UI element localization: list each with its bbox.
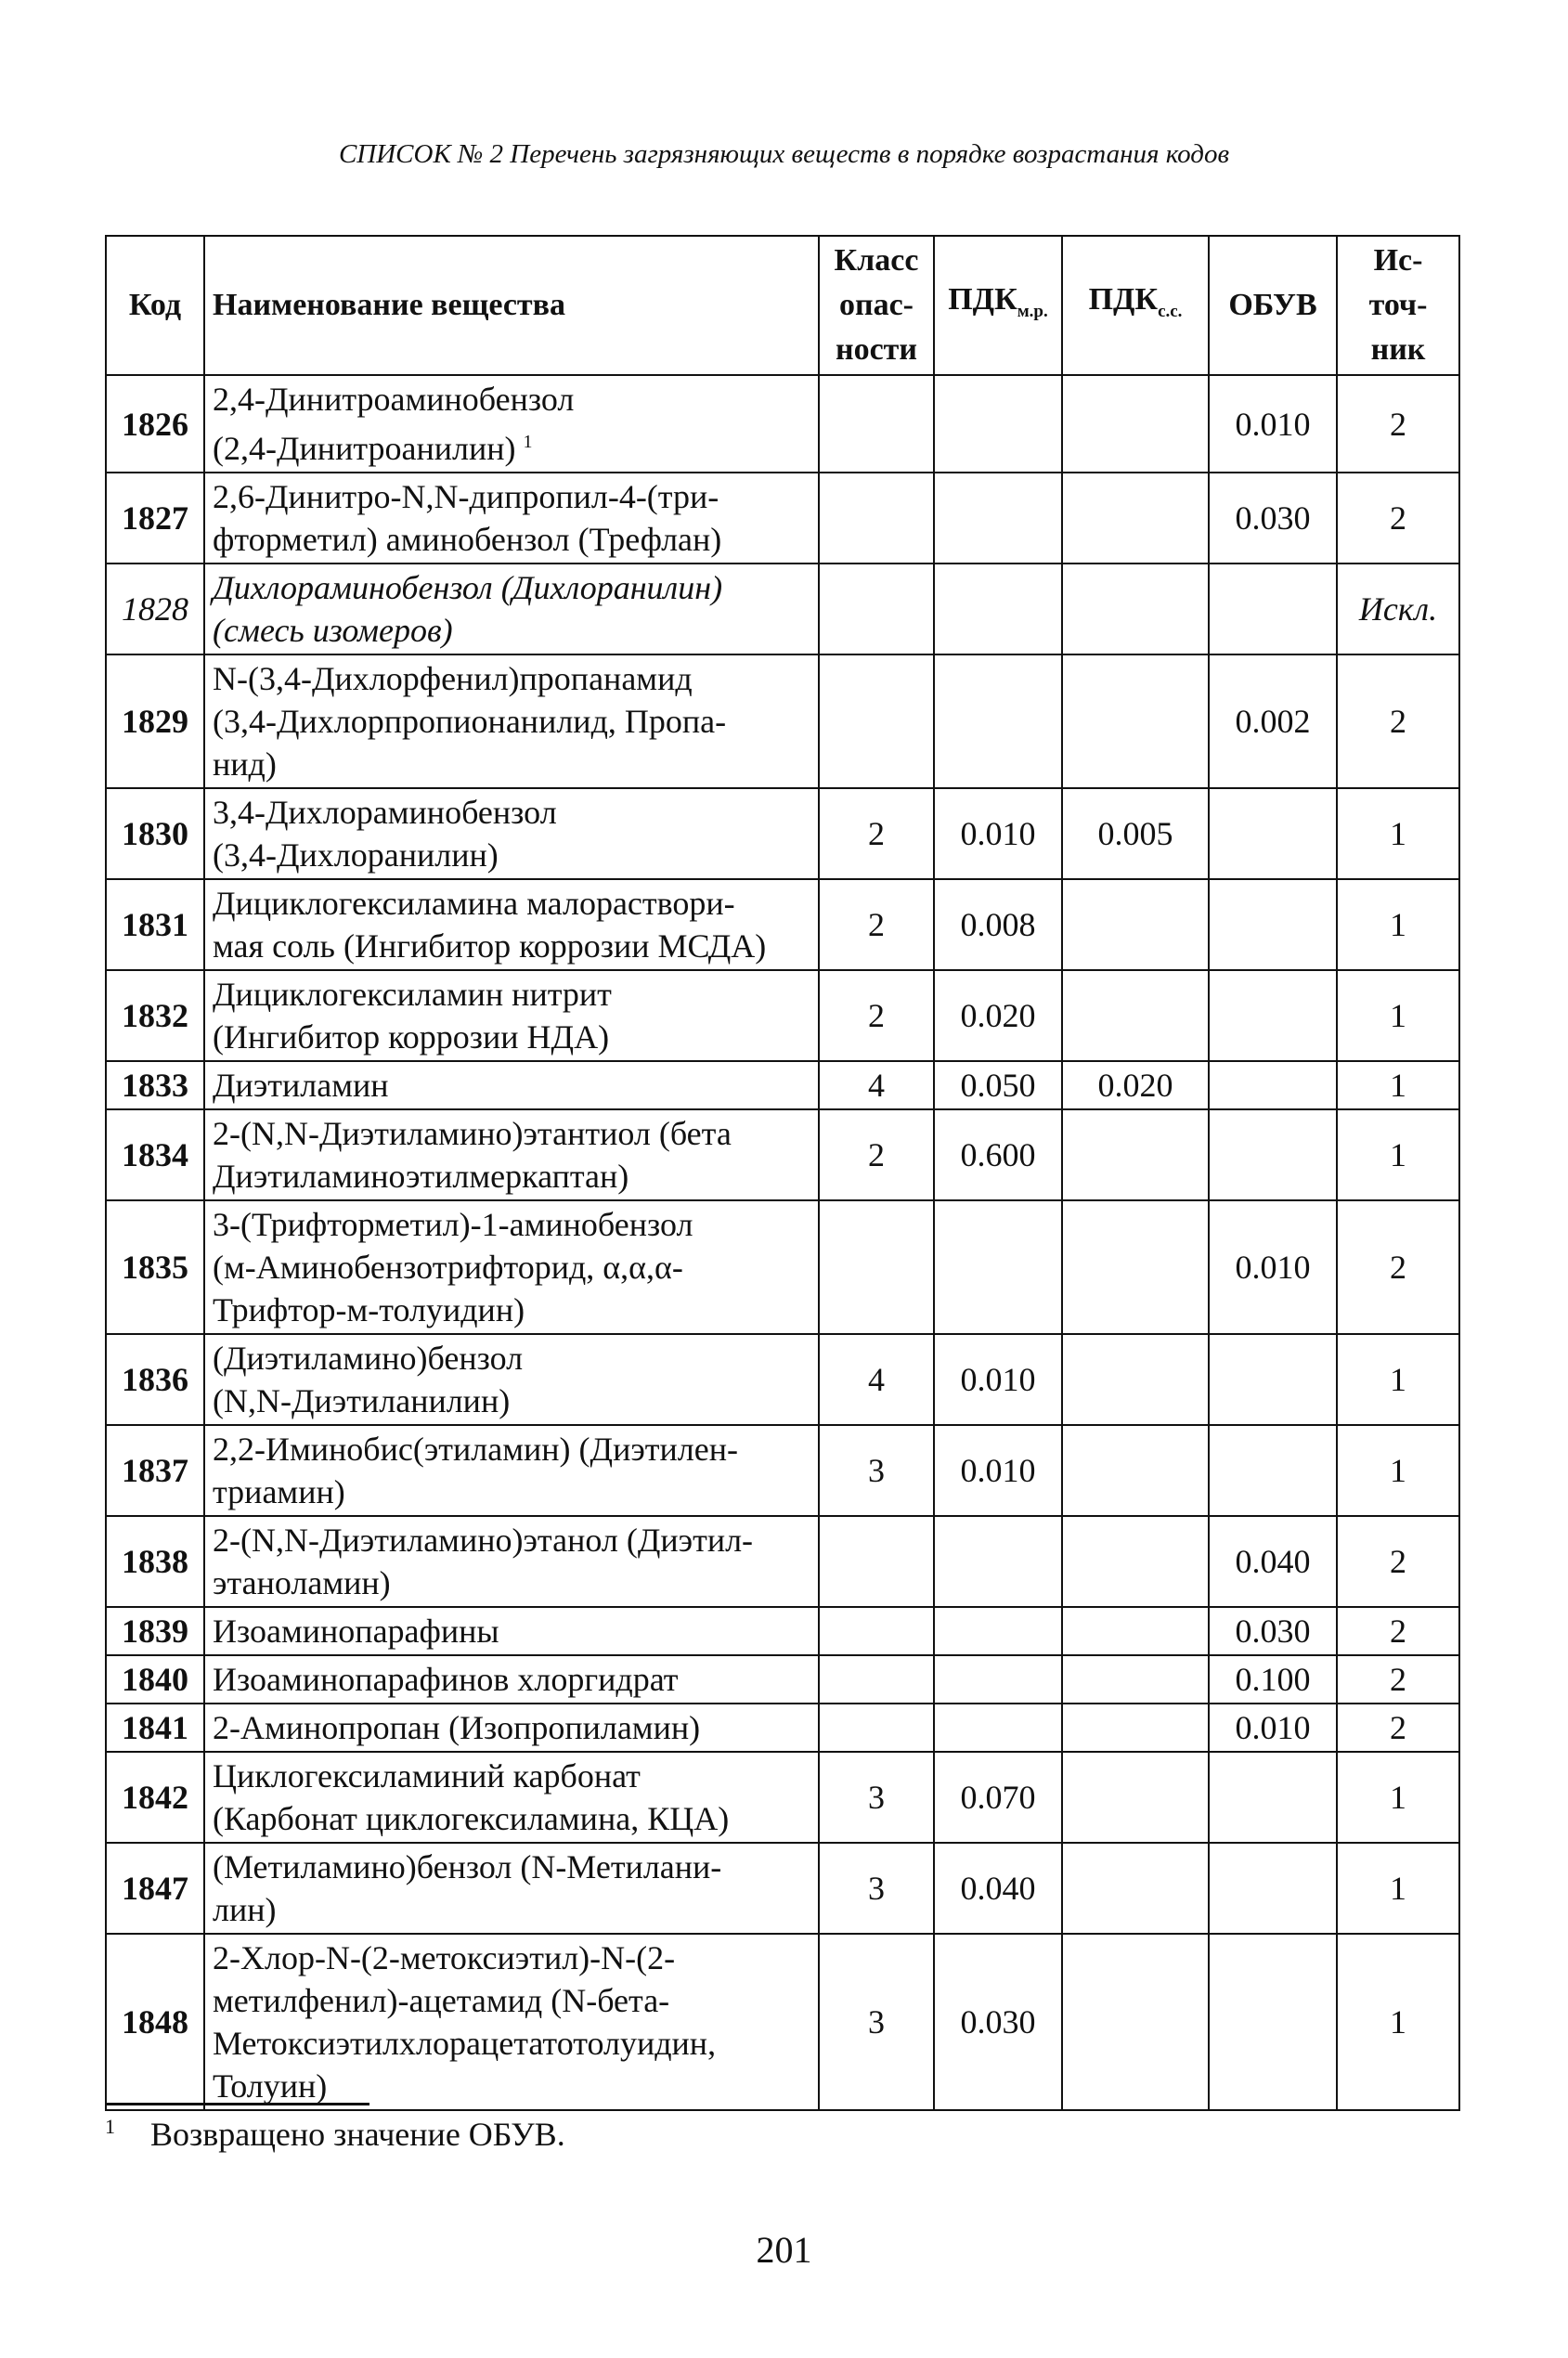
cell-pdk-ss (1062, 1704, 1209, 1752)
name-line: триамин) (213, 1473, 345, 1510)
name-line: Диэтиламиноэтилмеркаптан) (213, 1158, 629, 1195)
cell-obuv: 0.010 (1209, 375, 1337, 473)
cell-pdk-ss: 0.020 (1062, 1061, 1209, 1109)
table-row (106, 1655, 1459, 1704)
table-row (106, 1934, 1459, 2110)
cell-hazard: 3 (819, 1425, 934, 1516)
cell-obuv (1209, 1334, 1337, 1425)
cell-hazard: 3 (819, 1843, 934, 1934)
cell-name (204, 1607, 819, 1655)
name-line: Изоаминопарафины (213, 1613, 499, 1650)
name-line: Дихлораминобензол (Дихлоранилин) (213, 569, 723, 606)
cell-name (204, 1334, 819, 1425)
cell-name (204, 1655, 819, 1704)
table-row (106, 1704, 1459, 1752)
cell-code: 1836 (106, 1334, 204, 1425)
cell-hazard: 3 (819, 1934, 934, 2110)
table-row (106, 1200, 1459, 1334)
cell-source: 2 (1337, 1655, 1459, 1704)
name-line: Толуин) (213, 2067, 328, 2105)
name-line: (Карбонат циклогексиламина, КЦА) (213, 1800, 730, 1837)
cell-name (204, 375, 819, 473)
cell-obuv (1209, 788, 1337, 879)
name-line: (3,4-Дихлоранилин) (213, 836, 499, 874)
cell-pdk-ss (1062, 1334, 1209, 1425)
cell-obuv: 0.040 (1209, 1516, 1337, 1607)
table-row (106, 788, 1459, 879)
table-row (106, 473, 1459, 564)
name-line: (N,N-Диэтиланилин) (213, 1382, 511, 1419)
name-line: фторметил) аминобензол (Трефлан) (213, 521, 722, 558)
cell-code: 1828 (106, 564, 204, 654)
cell-source: 1 (1337, 1934, 1459, 2110)
cell-obuv: 0.100 (1209, 1655, 1337, 1704)
cell-code: 1832 (106, 970, 204, 1061)
cell-code: 1835 (106, 1200, 204, 1334)
cell-code: 1833 (106, 1061, 204, 1109)
cell-pdk-ss: 0.005 (1062, 788, 1209, 879)
table-row (106, 970, 1459, 1061)
name-line: Диэтиламин (213, 1067, 389, 1104)
cell-code: 1839 (106, 1607, 204, 1655)
cell-pdk-mr (934, 1655, 1062, 1704)
table-header-row (106, 236, 1459, 375)
cell-pdk-mr (934, 1704, 1062, 1752)
cell-source: 2 (1337, 1704, 1459, 1752)
table-row (106, 654, 1459, 788)
cell-pdk-ss (1062, 1843, 1209, 1934)
cell-obuv: 0.010 (1209, 1200, 1337, 1334)
cell-pdk-mr (934, 1516, 1062, 1607)
cell-source: 1 (1337, 970, 1459, 1061)
footnote-divider (105, 2103, 369, 2105)
cell-code: 1830 (106, 788, 204, 879)
table-row (106, 1061, 1459, 1109)
cell-name (204, 879, 819, 970)
cell-pdk-ss (1062, 970, 1209, 1061)
footnote-mark: 1 (105, 2115, 115, 2138)
cell-hazard: 4 (819, 1334, 934, 1425)
name-line: 2-(N,N-Диэтиламино)этанол (Диэтил- (213, 1522, 754, 1559)
cell-pdk-mr (934, 564, 1062, 654)
cell-code: 1847 (106, 1843, 204, 1934)
cell-hazard: 2 (819, 788, 934, 879)
cell-obuv (1209, 970, 1337, 1061)
name-line: Циклогексиламиний карбонат (213, 1757, 641, 1794)
cell-hazard: 3 (819, 1752, 934, 1843)
name-line: Дициклогексиламина малораствори- (213, 885, 735, 922)
cell-pdk-mr: 0.070 (934, 1752, 1062, 1843)
cell-name (204, 654, 819, 788)
cell-code: 1841 (106, 1704, 204, 1752)
cell-source: 2 (1337, 1607, 1459, 1655)
table-row (106, 1109, 1459, 1200)
cell-pdk-ss (1062, 1752, 1209, 1843)
name-line: (2,4-Динитроанилин) (213, 430, 516, 467)
cell-code: 1840 (106, 1655, 204, 1704)
name-line: (м-Аминобензотрифторид, α,α,α- (213, 1249, 683, 1286)
name-line: Трифтор-м-толуидин) (213, 1291, 525, 1328)
cell-pdk-ss (1062, 564, 1209, 654)
name-line: 2-(N,N-Диэтиламино)этантиол (бета (213, 1115, 732, 1152)
cell-name (204, 1934, 819, 2110)
name-line-with-footnote (213, 421, 810, 470)
cell-name (204, 788, 819, 879)
cell-code: 1831 (106, 879, 204, 970)
name-line: лин) (213, 1891, 277, 1928)
cell-pdk-ss (1062, 1109, 1209, 1200)
cell-hazard: 2 (819, 1109, 934, 1200)
cell-pdk-ss (1062, 1516, 1209, 1607)
cell-hazard (819, 1655, 934, 1704)
name-line: (Метиламино)бензол (N-Метилани- (213, 1848, 722, 1885)
cell-name (204, 1843, 819, 1934)
cell-source: 2 (1337, 473, 1459, 564)
cell-pdk-mr (934, 473, 1062, 564)
name-line: 2,2-Иминобис(этиламин) (Диэтилен- (213, 1431, 738, 1468)
cell-source: 2 (1337, 1200, 1459, 1334)
cell-source: 1 (1337, 879, 1459, 970)
cell-obuv: 0.010 (1209, 1704, 1337, 1752)
cell-pdk-ss (1062, 1934, 1209, 2110)
name-line: N-(3,4-Дихлорфенил)пропанамид (213, 660, 693, 697)
cell-name (204, 1109, 819, 1200)
cell-source: 1 (1337, 1843, 1459, 1934)
substances-table (105, 235, 1460, 2111)
cell-source: 1 (1337, 788, 1459, 879)
cell-pdk-mr: 0.040 (934, 1843, 1062, 1934)
cell-code: 1838 (106, 1516, 204, 1607)
cell-name (204, 1061, 819, 1109)
cell-hazard: 2 (819, 879, 934, 970)
cell-source: 2 (1337, 375, 1459, 473)
cell-hazard: 2 (819, 970, 934, 1061)
name-line: 2,6-Динитро-N,N-дипропил-4-(три- (213, 478, 719, 515)
cell-hazard (819, 654, 934, 788)
cell-pdk-ss (1062, 1655, 1209, 1704)
col-header-name: Наименование вещества (204, 236, 819, 375)
cell-hazard (819, 1516, 934, 1607)
cell-hazard (819, 375, 934, 473)
table-row (106, 879, 1459, 970)
footnote-ref: 1 (523, 432, 533, 452)
cell-pdk-mr (934, 654, 1062, 788)
name-line: нид) (213, 745, 277, 783)
cell-source: 1 (1337, 1425, 1459, 1516)
name-line: (Ингибитор коррозии НДА) (213, 1018, 610, 1056)
page-number: 201 (756, 2229, 812, 2271)
cell-source: Искл. (1337, 564, 1459, 654)
cell-pdk-mr: 0.008 (934, 879, 1062, 970)
name-line: 3-(Трифторметил)-1-аминобензол (213, 1206, 693, 1243)
cell-name (204, 564, 819, 654)
name-line: Дициклогексиламин нитрит (213, 976, 612, 1013)
cell-obuv (1209, 564, 1337, 654)
table-row (106, 1425, 1459, 1516)
cell-pdk-mr: 0.050 (934, 1061, 1062, 1109)
name-line: этаноламин) (213, 1564, 391, 1601)
cell-obuv (1209, 1843, 1337, 1934)
cell-source: 2 (1337, 1516, 1459, 1607)
col-header-pdk-ss: $ПДК_{с.с.}$ (1062, 236, 1209, 375)
cell-code: 1848 (106, 1934, 204, 2110)
name-line: (3,4-Дихлорпропионанилид, Пропа- (213, 703, 727, 740)
cell-name (204, 1425, 819, 1516)
cell-hazard (819, 1607, 934, 1655)
cell-obuv: 0.002 (1209, 654, 1337, 788)
col-header-hazard: Класс опас- ности (819, 236, 934, 375)
table-row (106, 1334, 1459, 1425)
cell-name (204, 1200, 819, 1334)
cell-pdk-mr: 0.600 (934, 1109, 1062, 1200)
cell-obuv (1209, 1109, 1337, 1200)
cell-pdk-ss (1062, 1607, 1209, 1655)
name-line: мая соль (Ингибитор коррозии МСДА) (213, 927, 767, 965)
cell-name (204, 1752, 819, 1843)
cell-hazard (819, 473, 934, 564)
cell-code: 1842 (106, 1752, 204, 1843)
cell-code: 1837 (106, 1425, 204, 1516)
name-line: 2-Хлор-N-(2-метоксиэтил)-N-(2- (213, 1939, 676, 1976)
cell-pdk-ss (1062, 1200, 1209, 1334)
footnote (105, 2115, 565, 2154)
cell-obuv: 0.030 (1209, 1607, 1337, 1655)
cell-pdk-ss (1062, 473, 1209, 564)
name-line: 2,4-Динитроаминобензол (213, 381, 575, 418)
cell-obuv (1209, 1934, 1337, 2110)
cell-pdk-ss (1062, 879, 1209, 970)
table-body (106, 375, 1459, 2110)
table-row (106, 1607, 1459, 1655)
name-line: (смесь изомеров) (213, 612, 453, 649)
cell-hazard (819, 564, 934, 654)
cell-obuv (1209, 879, 1337, 970)
table-row (106, 1843, 1459, 1934)
name-line: (Диэтиламино)бензол (213, 1340, 524, 1377)
cell-pdk-mr: 0.010 (934, 1425, 1062, 1516)
cell-source: 1 (1337, 1109, 1459, 1200)
col-header-code: Код (106, 236, 204, 375)
cell-name (204, 1516, 819, 1607)
cell-name (204, 970, 819, 1061)
cell-name (204, 473, 819, 564)
footnote-text: Возвращено значение ОБУВ. (150, 2116, 565, 2153)
cell-pdk-mr: 0.010 (934, 1334, 1062, 1425)
cell-source: 2 (1337, 654, 1459, 788)
cell-hazard (819, 1704, 934, 1752)
cell-pdk-mr (934, 1200, 1062, 1334)
cell-pdk-mr (934, 375, 1062, 473)
name-line: Изоаминопарафинов хлоргидрат (213, 1661, 679, 1698)
cell-code: 1827 (106, 473, 204, 564)
table-row (106, 375, 1459, 473)
cell-pdk-ss (1062, 375, 1209, 473)
col-header-pdk-mr: $ПДК_{м.р.}$ (934, 236, 1062, 375)
cell-code: 1834 (106, 1109, 204, 1200)
cell-obuv: 0.030 (1209, 473, 1337, 564)
cell-obuv (1209, 1752, 1337, 1843)
col-header-obuv: ОБУВ (1209, 236, 1337, 375)
cell-hazard (819, 1200, 934, 1334)
cell-source: 1 (1337, 1061, 1459, 1109)
name-line: Метоксиэтилхлорацетатотолуидин, (213, 2025, 717, 2062)
cell-pdk-ss (1062, 1425, 1209, 1516)
cell-obuv (1209, 1061, 1337, 1109)
cell-code: 1826 (106, 375, 204, 473)
cell-code: 1829 (106, 654, 204, 788)
name-line: 3,4-Дихлораминобензол (213, 794, 557, 831)
cell-pdk-mr: 0.010 (934, 788, 1062, 879)
col-header-source: Ис- точ- ник (1337, 236, 1459, 375)
cell-pdk-mr (934, 1607, 1062, 1655)
cell-source: 1 (1337, 1752, 1459, 1843)
cell-obuv (1209, 1425, 1337, 1516)
cell-source: 1 (1337, 1334, 1459, 1425)
cell-name (204, 1704, 819, 1752)
cell-pdk-mr: 0.020 (934, 970, 1062, 1061)
table-row (106, 1752, 1459, 1843)
cell-pdk-mr: 0.030 (934, 1934, 1062, 2110)
table-row (106, 1516, 1459, 1607)
name-line: метилфенил)-ацетамид (N-бета- (213, 1982, 670, 2019)
cell-pdk-ss (1062, 654, 1209, 788)
name-line: 2-Аминопропан (Изопропиламин) (213, 1709, 701, 1746)
cell-hazard: 4 (819, 1061, 934, 1109)
page-header: СПИСОК № 2 Перечень загрязняющих веществ в порядке возрастания кодов (338, 139, 1230, 169)
table-row (106, 564, 1459, 654)
